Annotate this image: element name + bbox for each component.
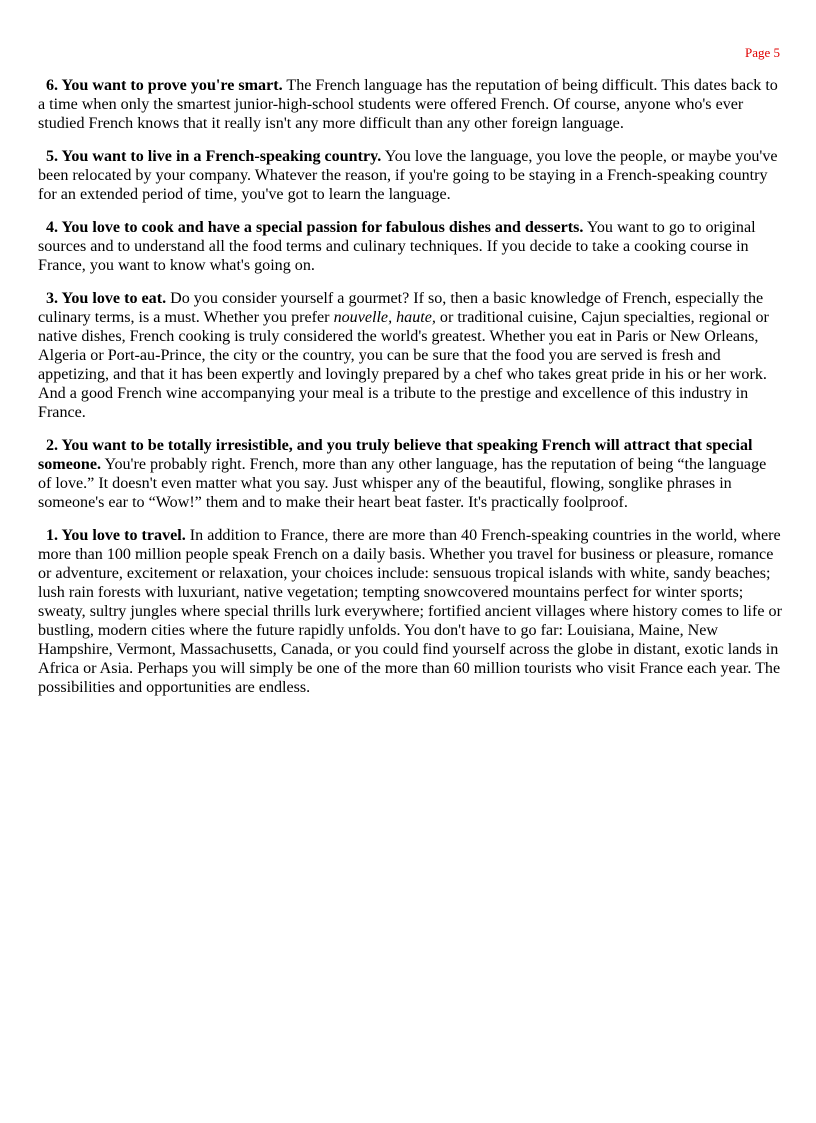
reason-4-body: You want to go to original sources and to understand all the food terms and culinary techniques. If you decide to take a cooking course in France, you want to know what's going on.: [38, 219, 756, 274]
reason-4-heading: 4. You love to cook and have a special passion for fabulous dishes and desserts.: [46, 219, 584, 236]
reason-1-body: In addition to France, there are more than 40 French-speaking countries in the world, where more than 100 million people speak French on a daily basis. Whether you travel for business or pleasure, romance or adventure, excitement or relaxation, your choices include: sensuous tropical islands with white, sandy beaches; lush rain forests with luxuriant, native vegetation; tempting snowcovered mountains perfect for winter sports; sweaty, sultry jungles where special thrills lurk everywhere; fortified ancient villages where history comes to life or bustling, modern cities where the future rapidly unfolds. You don't have to go far: Louisiana, Maine, New Hampshire, Vermont, Massachusetts, Canada, or you could find yourself across the globe in distant, exotic lands in Africa or Asia. Perhaps you will simply be one of the more than 60 million tourists who visit France each year. The possibilities and opportunities are endless.: [38, 527, 782, 696]
reason-3-body-before: Do you consider yourself a gourmet? If so, then a basic knowledge of French, especially the culinary terms, is a must. Whether you prefer: [38, 290, 764, 326]
page-number: Page 5: [744, 45, 780, 60]
reason-6-body: The French language has the reputation of being difficult. This dates back to a time when only the smartest junior-high-school students were offered French. Of course, anyone who's ever studied French knows that it really isn't any more difficult than any other foreign language.: [38, 77, 778, 132]
reason-3-italic-terms: nouvelle, haute,: [333, 309, 436, 326]
reason-5-body: You love the language, you love the people, or maybe you've been relocated by your company. Whatever the reason, if you're going to be staying in a French-speaking country for an extended period of time, you've got to learn the language.: [38, 148, 778, 203]
reason-6-heading: 6. You want to prove you're smart.: [46, 77, 283, 94]
reason-1-heading: 1. You love to travel.: [46, 527, 186, 544]
reason-6-paragraph: [38, 76, 783, 133]
reason-4-paragraph: [38, 218, 783, 275]
reason-5-heading: 5. You want to live in a French-speaking country.: [46, 148, 382, 165]
reason-5-paragraph: [38, 147, 783, 204]
reason-3-paragraph: [38, 289, 783, 422]
document-body: [38, 76, 783, 711]
reason-2-body: You're probably right. French, more than any other language, has the reputation of being “the language of love.” It doesn't even matter what you say. Just whisper any of the beautiful, flowing, songlike phrases in someone's ear to “Wow!” them and to make their heart beat faster. It's practically foolproof.: [38, 456, 767, 511]
reason-1-paragraph: [38, 526, 783, 697]
reason-2-paragraph: [38, 436, 783, 512]
reason-2-heading: 2. You want to be totally irresistible, and you truly believe that speaking French will attract that special someone.: [38, 437, 753, 473]
reason-3-body-after: or traditional cuisine, Cajun specialties, regional or native dishes, French cooking is truly considered the world's greatest. Whether you eat in Paris or New Orleans, Algeria or Port-au-Prince, the city or the country, you can be sure that the food you are served is fresh and appetizing, and that it has been expertly and lovingly prepared by a chef who takes great pride in his or her work. And a good French wine accompanying your meal is a tribute to the prestige and excellence of this industry in France.: [38, 309, 769, 421]
reason-3-heading: 3. You love to eat.: [46, 290, 167, 307]
